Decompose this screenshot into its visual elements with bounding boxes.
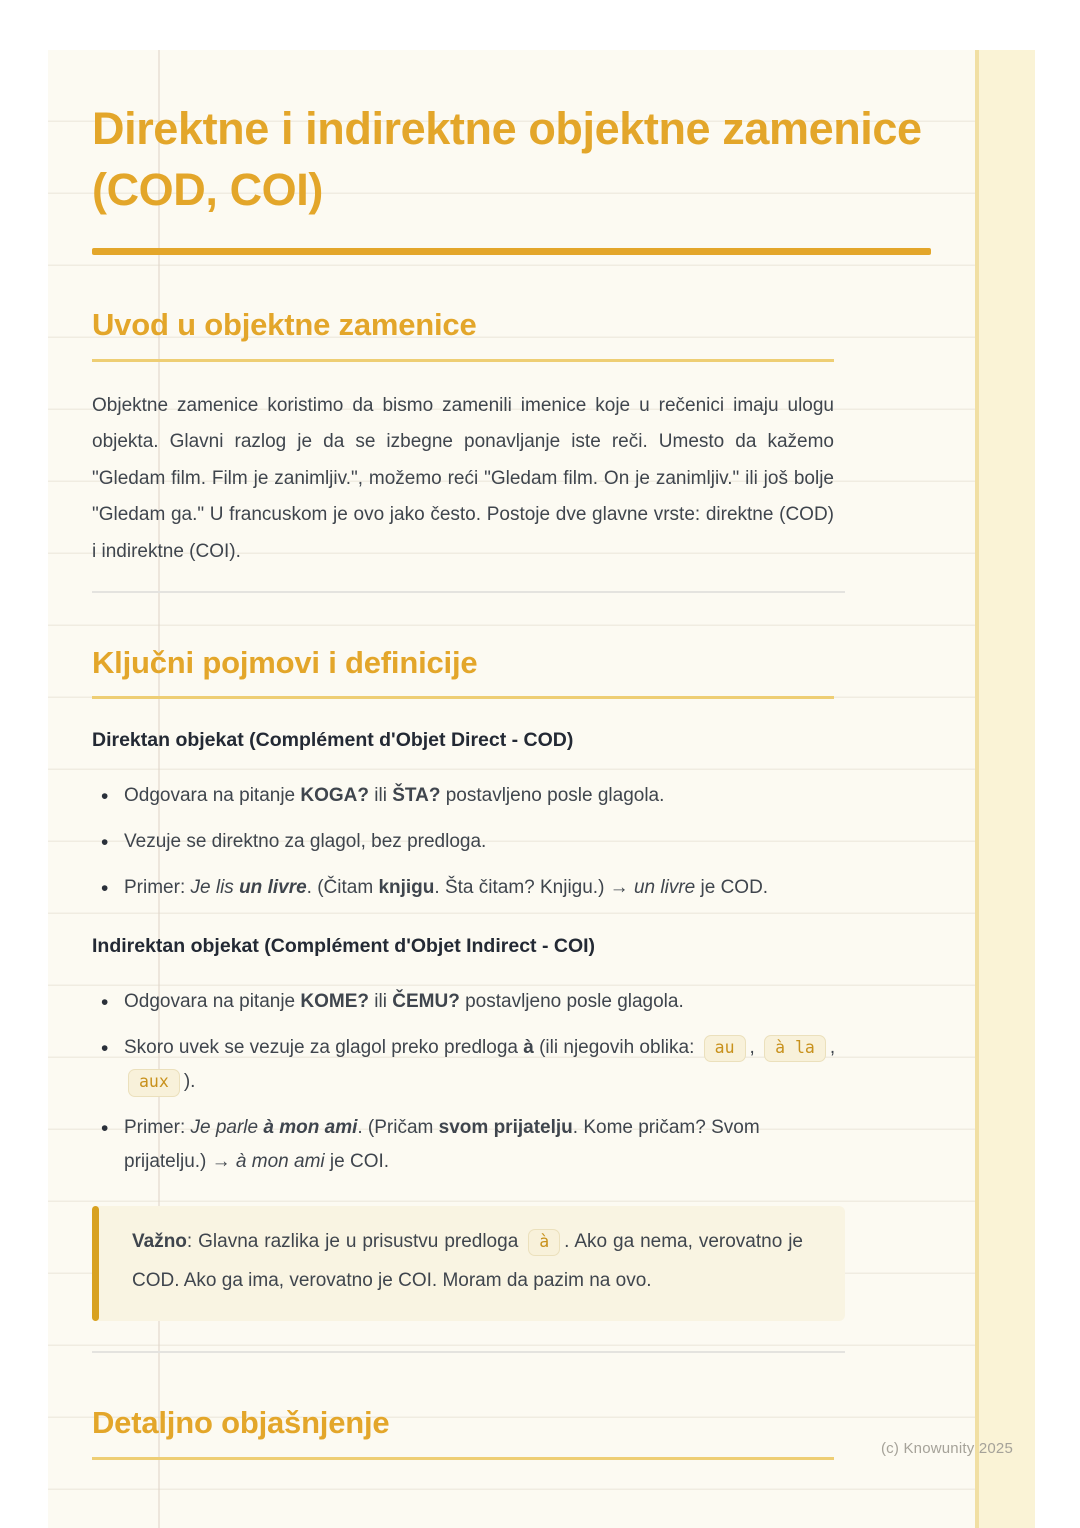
inline-code-chip: à la: [764, 1035, 826, 1063]
list-item: [92, 1031, 836, 1099]
heading-underline: [92, 696, 834, 699]
text-segment: postavljeno posle glagola.: [440, 784, 665, 806]
text-segment: à mon ami: [263, 1117, 358, 1139]
text-segment: knjigu: [378, 877, 435, 899]
list-item: [92, 1111, 836, 1179]
section-heading-intro: Uvod u objektne zamenice: [92, 307, 477, 343]
intro-paragraph: Objektne zamenice koristimo da bismo zamenili imenice koje u rečenici imaju ulogu objekta. Glavni razlog je da se izbegne ponavljanje iste reči. Umesto da kažemo "Gledam film. Film je zanimljiv.", možemo reći "Gledam film. On je zanimljiv." ili još bolje "Gledam ga." U francuskom je ovo jako često. Postoje dve glavne vrste: direktne (COD) i indirektne (COI).: [92, 394, 834, 562]
text-segment: . Ako ga nema, verovatno je COD. Ako ga ima, verovatno je COI. Moram da pazim na ovo.: [132, 1230, 803, 1291]
heading-underline: [92, 359, 834, 362]
section-key-terms: [92, 645, 1035, 1322]
text-segment: Primer:: [124, 1117, 191, 1139]
text-segment: ,: [829, 1036, 836, 1058]
text-segment: Važno: [132, 1230, 187, 1252]
text-segment: à: [523, 1036, 534, 1058]
text-segment: ili: [369, 990, 393, 1012]
text-segment: . (Čitam: [306, 877, 379, 899]
text-segment: à mon ami: [235, 1151, 325, 1173]
text-segment: . Šta čitam? Knjigu.) →: [434, 877, 634, 899]
text-segment: KOME?: [300, 990, 370, 1012]
page-content: [48, 50, 1035, 1460]
text-segment: : Glavna razlika je u prisustvu predloga: [186, 1230, 525, 1252]
section-heading-details: Detaljno objašnjenje: [92, 1404, 390, 1440]
text-segment: ,: [749, 1036, 761, 1058]
text-segment: Je parle: [190, 1117, 259, 1139]
section-divider: [92, 1351, 845, 1353]
section-intro: [92, 307, 1035, 570]
page-title: Direktne i indirektne objektne zamenice (COD, COI): [92, 103, 922, 216]
text-segment: un livre: [239, 877, 307, 899]
text-segment: je COI.: [324, 1151, 390, 1173]
list-item: [92, 779, 836, 813]
text-segment: svom prijatelju: [438, 1117, 573, 1139]
list-item: [92, 871, 836, 905]
text-segment: je COD.: [695, 877, 769, 899]
section-heading-key-terms: Ključni pojmovi i definicije: [92, 644, 478, 680]
coi-bullet-list: [92, 985, 836, 1180]
text-segment: Primer:: [124, 877, 191, 899]
text-segment: ČEMU?: [392, 990, 460, 1012]
copyright-footer: (c) Knowunity 2025: [880, 1440, 1013, 1457]
text-segment: (ili njegovih oblika:: [533, 1036, 700, 1058]
title-rule: [92, 248, 931, 255]
text-segment: ŠTA?: [392, 784, 441, 806]
text-segment: un livre: [633, 877, 696, 899]
subheading-coi: Indirektan objekat (Complément d'Objet Indirect - COI): [92, 935, 596, 958]
text-segment: Skoro uvek se vezuje za glagol preko predloga: [124, 1036, 524, 1058]
text-segment: KOGA?: [300, 784, 370, 806]
text-segment: Odgovara na pitanje: [124, 784, 301, 806]
important-callout: [92, 1206, 845, 1322]
text-segment: Vezuje se direktno za glagol, bez predloga.: [124, 830, 487, 852]
list-item: [92, 825, 836, 859]
text-segment: . Kome pričam? Svom prijatelju.) →: [124, 1117, 760, 1173]
inline-code-chip: au: [704, 1035, 746, 1063]
list-item: [92, 985, 836, 1019]
cod-bullet-list: [92, 779, 836, 906]
text-segment: . (Pričam: [357, 1117, 439, 1139]
inline-code-chip: aux: [128, 1069, 180, 1097]
subheading-cod: Direktan objekat (Complément d'Objet Direct - COD): [92, 729, 574, 752]
section-divider: [92, 591, 845, 593]
text-segment: ili: [369, 784, 393, 806]
inline-code-chip: à: [528, 1229, 560, 1257]
callout-text: [132, 1223, 803, 1301]
text-segment: ).: [183, 1071, 196, 1092]
text-segment: postavljeno posle glagola.: [459, 990, 684, 1012]
note-page: [48, 50, 1035, 1528]
text-segment: Je lis: [190, 877, 234, 899]
heading-underline: [92, 1457, 834, 1460]
text-segment: Odgovara na pitanje: [124, 990, 301, 1012]
